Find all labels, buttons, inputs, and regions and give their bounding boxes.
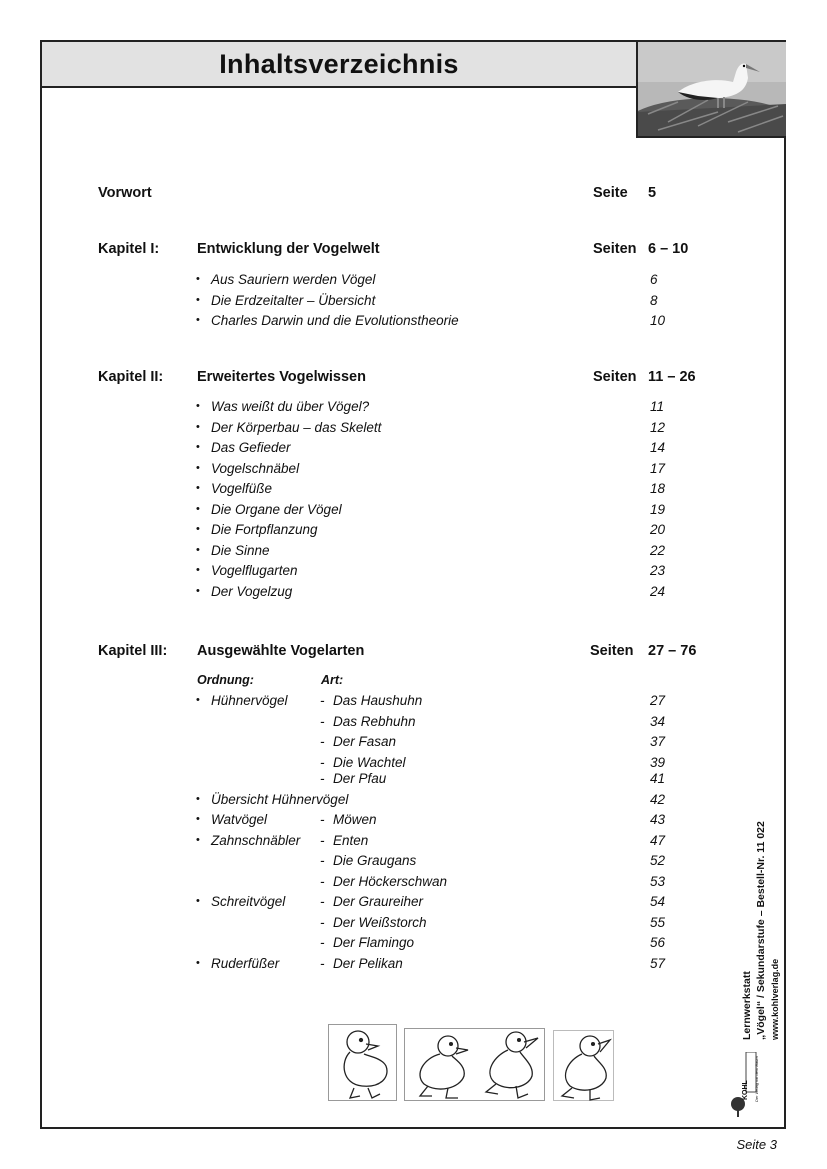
kapitel3-label: Kapitel III: — [98, 643, 168, 659]
toc-item-page: 39 — [650, 755, 666, 770]
species-name: Das Haushuhn — [333, 693, 423, 708]
bullet-icon: • — [196, 482, 200, 494]
dash-icon: - — [320, 734, 325, 749]
toc-item-page: 57 — [650, 956, 666, 971]
bullet-icon: • — [196, 543, 200, 556]
toc-item-title: Die Sinne — [211, 542, 270, 558]
toc-item-page: 43 — [650, 812, 666, 827]
kohl-logo — [728, 1052, 758, 1118]
toc-item-page: 54 — [650, 894, 666, 909]
bullet-icon: • — [196, 793, 200, 805]
art-header: Art: — [321, 673, 344, 687]
toc-item-page: 27 — [650, 693, 666, 708]
kapitel3-pages: 27 – 76 — [648, 643, 697, 659]
publisher-sidebar — [740, 821, 782, 1040]
order-name: Übersicht Hühnervögel — [211, 792, 349, 807]
ducklings-illustration — [328, 1022, 618, 1102]
toc-item-page: 18 — [650, 481, 666, 496]
dash-icon: - — [320, 915, 325, 930]
kapitel1-title: Entwicklung der Vogelwelt — [197, 241, 380, 257]
stork-photo — [636, 42, 786, 138]
dash-icon: - — [320, 755, 325, 770]
bullet-icon: • — [196, 314, 200, 326]
sidebar-url: www.kohlverlag.de — [770, 958, 780, 1040]
dash-icon: - — [320, 693, 325, 708]
dash-icon: - — [320, 714, 325, 729]
bullet-icon: • — [196, 564, 200, 576]
species-name: Der Weißstorch — [333, 915, 427, 930]
sidebar-line2: „Vögel“ / Sekundarstufe – Bestell-Nr. 11 022 — [755, 821, 767, 1040]
toc-item-title: Der Vogelzug — [211, 583, 293, 599]
toc-item-page: 20 — [650, 522, 666, 537]
toc-item-title: Die Erdzeitalter – Übersicht — [211, 292, 376, 308]
kapitel3-title: Ausgewählte Vogelarten — [197, 643, 365, 659]
bullet-icon: • — [196, 834, 200, 846]
toc-item-title: Charles Darwin und die Evolutionstheorie — [211, 313, 459, 328]
toc-item-page: 10 — [650, 313, 666, 328]
kapitel2-seiten-label: Seiten — [593, 369, 637, 385]
toc-item-page: 11 — [650, 399, 665, 414]
dash-icon: - — [320, 833, 325, 848]
toc-item-page: 23 — [650, 563, 666, 578]
toc-item-title: Vogelflugarten — [211, 563, 298, 578]
dash-icon: - — [320, 956, 325, 971]
toc-item-page: 12 — [650, 419, 666, 435]
species-name: Die Wachtel — [333, 755, 406, 770]
toc-item-page: 24 — [650, 583, 666, 599]
species-name: Der Graureiher — [333, 894, 424, 909]
vorwort-seite-label: Seite — [593, 185, 628, 201]
toc-item-page: 22 — [650, 542, 666, 558]
toc-item-title: Vogelfüße — [211, 481, 273, 496]
species-name: Das Rebhuhn — [333, 714, 416, 729]
toc-item-page: 42 — [650, 792, 666, 807]
page-frame — [40, 40, 786, 1129]
toc-item-page: 19 — [650, 501, 666, 517]
toc-item-page: 6 — [650, 272, 658, 287]
dash-icon: - — [320, 812, 325, 827]
bullet-icon: • — [196, 584, 200, 597]
page-number: Seite 3 — [736, 1137, 777, 1152]
bullet-icon: • — [196, 502, 200, 515]
toc-item-page: 53 — [650, 874, 666, 889]
dash-icon: - — [320, 935, 325, 950]
bullet-icon: • — [196, 523, 200, 535]
vorwort-label: Vorwort — [98, 185, 152, 201]
toc-item-page: 17 — [650, 460, 666, 476]
order-name: Schreitvögel — [211, 894, 286, 909]
toc-item-title: Aus Sauriern werden Vögel — [211, 272, 376, 287]
kapitel2-label: Kapitel II: — [98, 369, 164, 385]
toc-item-title: Die Organe der Vögel — [211, 501, 342, 517]
species-name: Der Pfau — [333, 771, 387, 786]
dash-icon: - — [320, 771, 325, 786]
toc-item-title: Der Körperbau – das Skelett — [211, 419, 382, 435]
toc-item-page: 37 — [650, 734, 666, 749]
stork-image — [638, 42, 786, 136]
kohl-slogan: Der Verlag mit dem Baum — [754, 1056, 759, 1102]
species-name: Die Graugans — [333, 853, 417, 868]
order-name: Watvögel — [211, 812, 268, 827]
dash-icon: - — [320, 894, 325, 909]
bullet-icon: • — [196, 957, 200, 969]
species-name: Enten — [333, 833, 369, 848]
toc-item-page: 8 — [650, 292, 658, 308]
dash-icon: - — [320, 853, 325, 868]
species-name: Der Höckerschwan — [333, 874, 448, 889]
sidebar-line1: Lernwerkstatt — [741, 971, 753, 1040]
bullet-icon: • — [196, 400, 200, 412]
species-name: Der Fasan — [333, 734, 397, 749]
bullet-icon: • — [196, 420, 200, 433]
toc-item-title: Die Fortpflanzung — [211, 522, 318, 537]
order-name: Hühnervögel — [211, 693, 288, 708]
kapitel1-pages: 6 – 10 — [648, 241, 689, 257]
bullet-icon: • — [196, 895, 200, 907]
species-name: Der Pelikan — [333, 956, 403, 971]
bullet-icon: • — [196, 273, 200, 285]
toc-item-title: Vogelschnäbel — [211, 460, 300, 476]
kapitel3-seiten-label: Seiten — [590, 643, 634, 659]
toc-item-title: Das Gefieder — [211, 440, 291, 455]
order-name: Ruderfüßer — [211, 956, 280, 971]
dash-icon: - — [320, 874, 325, 889]
title-bar — [42, 42, 636, 88]
kapitel2-pages: 11 – 26 — [648, 369, 696, 385]
bullet-icon: • — [196, 694, 200, 706]
vorwort-page: 5 — [648, 185, 657, 201]
kapitel1-label: Kapitel I: — [98, 241, 160, 257]
toc-item-title: Was weißt du über Vögel? — [211, 399, 370, 414]
bullet-icon: • — [196, 813, 200, 825]
species-name: Möwen — [333, 812, 377, 827]
bullet-icon: • — [196, 293, 200, 306]
bullet-icon: • — [196, 461, 200, 474]
toc-item-page: 52 — [650, 853, 666, 868]
kapitel2-title: Erweitertes Vogelwissen — [197, 369, 366, 385]
toc-item-page: 14 — [650, 440, 666, 455]
order-name: Zahnschnäbler — [211, 833, 301, 848]
kohl-brand: KOHL — [742, 1080, 749, 1100]
toc-item-page: 47 — [650, 833, 666, 848]
species-name: Der Flamingo — [333, 935, 415, 950]
toc-item-page: 55 — [650, 915, 666, 930]
toc-item-page: 56 — [650, 935, 666, 950]
bullet-icon: • — [196, 441, 200, 453]
page-title: Inhaltsverzeichnis — [219, 49, 459, 79]
toc-item-page: 41 — [650, 771, 666, 786]
toc-item-page: 34 — [650, 714, 666, 729]
kapitel1-seiten-label: Seiten — [593, 241, 637, 257]
ordnung-header: Ordnung: — [197, 673, 254, 687]
